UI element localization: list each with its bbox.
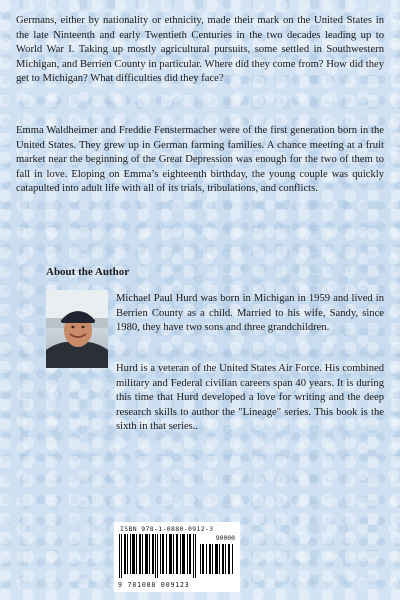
author-bio-paragraph-2: Hurd is a veteran of the United States Air Force. His combined military and Federal civilian careers span 40 years. It is during this time that Hurd developed a love for writing and the deep research skills to author the "Lineage" series. This book is the sixth in that series.. [116, 363, 384, 433]
about-author-heading: About the Author [46, 266, 130, 278]
author-bio-paragraph-1: Michael Paul Hurd was born in Michigan in 1959 and lived in Berrien County as a child. Married to his wife, Sandy, since 1980, they have two sons and three grandchildren. [116, 293, 384, 334]
addon-barcode-bars [200, 544, 234, 574]
ean-barcode-bars [119, 534, 199, 578]
synopsis-paragraph-2: Emma Waldheimer and Freddie Fenstermacher were of the first generation born in the United States. They grew up in German farming families. A chance meeting at a fruit market near the beginning of the Great Depression was enough for the two of them to fall in love. Eloping on Emma’s eighteenth birthday, the young couple was quickly catapulted into adult life with all of its trials, tribulations, and conflicts. [16, 125, 384, 195]
isbn-barcode [114, 522, 240, 592]
price-code: 90000 [215, 534, 235, 542]
ean-digits: 9 781088 009123 [118, 581, 190, 589]
isbn-label: ISBN 978-1-0880-0912-3 [120, 525, 214, 533]
synopsis-paragraph-1: Germans, either by nationality or ethnicity, made their mark on the United States in the late Ninteenth and early Twentieth Centuries in the two decades leading up to World War I. Taking up mostly agricultural pursuits, some settled in Southwestern Michigan, and Berrien County in particular. Where did they come from? How did they get to Michigan? What difficulties did they face? [16, 15, 384, 85]
author-photo [46, 290, 108, 368]
